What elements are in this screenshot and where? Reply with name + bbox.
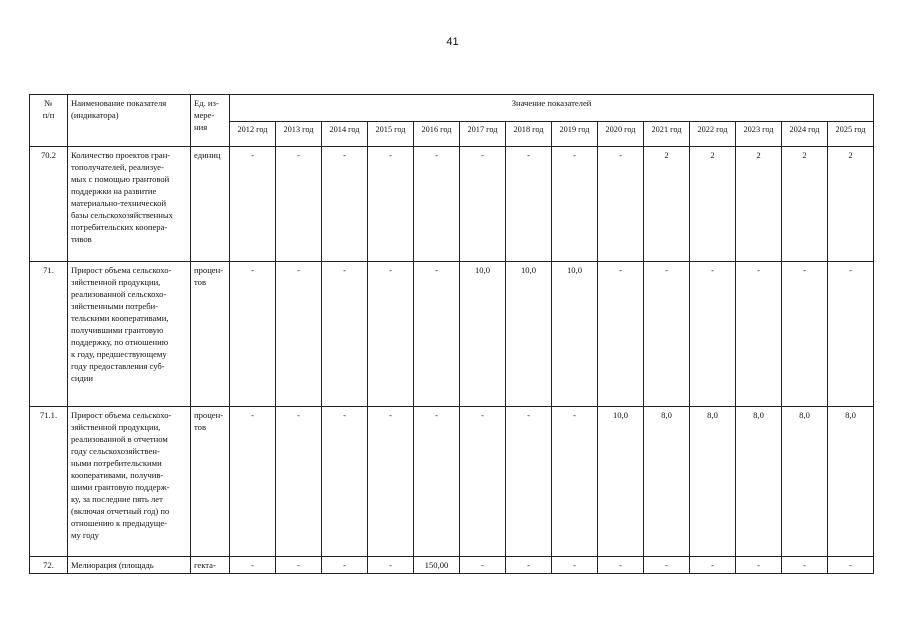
- value-cell: 2: [644, 147, 690, 262]
- header-year: 2019 год: [552, 122, 598, 147]
- value-cell: -: [322, 557, 368, 574]
- value-cell: -: [322, 407, 368, 557]
- value-cell: 8,0: [690, 407, 736, 557]
- header-values: [230, 95, 874, 122]
- indicator-name: [68, 147, 191, 262]
- value-cell: -: [552, 407, 598, 557]
- value-cell: 2: [736, 147, 782, 262]
- row-number: 71.1.: [30, 407, 68, 557]
- row-number: 70.2: [30, 147, 68, 262]
- value-cell: -: [368, 557, 414, 574]
- header-year: 2018 год: [506, 122, 552, 147]
- value-cell: -: [506, 557, 552, 574]
- value-cell: -: [322, 147, 368, 262]
- indicator-name: [68, 407, 191, 557]
- table-row: [30, 262, 874, 407]
- value-cell: -: [736, 557, 782, 574]
- header-year: 2016 год: [414, 122, 460, 147]
- value-cell: 8,0: [736, 407, 782, 557]
- value-cell: -: [552, 147, 598, 262]
- value-cell: 10,0: [598, 407, 644, 557]
- value-cell: 8,0: [782, 407, 828, 557]
- header-name-label: Наименование показателя (индикатора): [71, 98, 167, 120]
- header-year: 2023 год: [736, 122, 782, 147]
- value-cell: 8,0: [828, 407, 874, 557]
- value-cell: -: [598, 147, 644, 262]
- value-cell: -: [690, 557, 736, 574]
- header-year: 2021 год: [644, 122, 690, 147]
- table-row: [30, 407, 874, 557]
- value-cell: -: [230, 407, 276, 557]
- indicator-unit-text: единиц: [194, 150, 221, 160]
- value-cell: -: [322, 262, 368, 407]
- value-cell: -: [782, 262, 828, 407]
- page-number: 41: [446, 36, 459, 48]
- indicator-unit: [191, 407, 230, 557]
- header-year: 2024 год: [782, 122, 828, 147]
- header-year: 2013 год: [276, 122, 322, 147]
- value-cell: -: [552, 557, 598, 574]
- value-cell: -: [276, 407, 322, 557]
- value-cell: -: [368, 407, 414, 557]
- value-cell: -: [506, 407, 552, 557]
- value-cell: -: [276, 147, 322, 262]
- value-cell: -: [598, 262, 644, 407]
- header-name: [68, 95, 191, 147]
- value-cell: -: [644, 557, 690, 574]
- indicator-unit-text: процен- тов: [194, 265, 224, 287]
- indicator-unit: [191, 557, 230, 574]
- indicator-name: [68, 557, 191, 574]
- header-year: 2017 год: [460, 122, 506, 147]
- value-cell: -: [460, 557, 506, 574]
- value-cell: 10,0: [552, 262, 598, 407]
- value-cell: -: [414, 147, 460, 262]
- header-values-label: Значение показателей: [511, 98, 592, 108]
- value-cell: 150,00: [414, 557, 460, 574]
- indicator-name-text: Количество проектов гран- тополучателей, реализуе- мых с помощью грантовой поддержки на развитие материально-технической базы сельскохозяйственных потребительских коопера- тивов: [71, 150, 173, 244]
- value-cell: -: [276, 557, 322, 574]
- indicator-unit-text: гекта-: [194, 560, 216, 570]
- indicator-name-text: Прирост объема сельскохо- зяйственной продукции, реализованной в отчетном году сельскохозяйствен- ными потребительскими кооперативами, получив- шими грантовую поддерж- ку, за последние пять лет (включая отчетный год) по отношению к предыдуще- му году: [71, 410, 172, 540]
- value-cell: -: [414, 407, 460, 557]
- table-body: [30, 147, 874, 574]
- header-year: 2015 год: [368, 122, 414, 147]
- header-year: 2012 год: [230, 122, 276, 147]
- value-cell: -: [230, 147, 276, 262]
- indicator-unit: [191, 262, 230, 407]
- indicator-unit: [191, 147, 230, 262]
- header-num-label: № п/п: [42, 98, 55, 120]
- header-year: 2025 год: [828, 122, 874, 147]
- value-cell: 2: [690, 147, 736, 262]
- value-cell: -: [460, 147, 506, 262]
- header-year: 2020 год: [598, 122, 644, 147]
- value-cell: -: [460, 407, 506, 557]
- row-number: 71.: [30, 262, 68, 407]
- value-cell: -: [598, 557, 644, 574]
- value-cell: -: [828, 557, 874, 574]
- indicator-name-text: Прирост объема сельскохо- зяйственной продукции, реализованной сельскохо- зяйственными потреби- тельскими кооперативами, получившими грантовую поддержку, по отношению к году, предшествующему году предоставления суб- сидии: [71, 265, 172, 383]
- value-cell: -: [276, 262, 322, 407]
- row-number: 72.: [30, 557, 68, 574]
- value-cell: -: [230, 557, 276, 574]
- value-cell: -: [782, 557, 828, 574]
- value-cell: -: [230, 262, 276, 407]
- value-cell: -: [368, 262, 414, 407]
- value-cell: 10,0: [506, 262, 552, 407]
- header-num: [30, 95, 68, 147]
- indicator-name: [68, 262, 191, 407]
- value-cell: 2: [828, 147, 874, 262]
- value-cell: -: [736, 262, 782, 407]
- value-cell: -: [506, 147, 552, 262]
- indicators-table: [29, 94, 874, 574]
- table-row: [30, 557, 874, 574]
- indicator-name-text: Мелиорация (площадь: [71, 560, 154, 570]
- header-unit-label: Ед. из- мере- ния: [194, 98, 219, 132]
- value-cell: -: [690, 262, 736, 407]
- indicator-unit-text: процен- тов: [194, 410, 224, 432]
- value-cell: -: [368, 147, 414, 262]
- value-cell: 2: [782, 147, 828, 262]
- value-cell: 8,0: [644, 407, 690, 557]
- value-cell: 10,0: [460, 262, 506, 407]
- value-cell: -: [644, 262, 690, 407]
- table-row: [30, 147, 874, 262]
- header-year: 2022 год: [690, 122, 736, 147]
- table-header: [30, 95, 874, 147]
- header-year: 2014 год: [322, 122, 368, 147]
- value-cell: -: [828, 262, 874, 407]
- value-cell: -: [414, 262, 460, 407]
- header-unit: [191, 95, 230, 147]
